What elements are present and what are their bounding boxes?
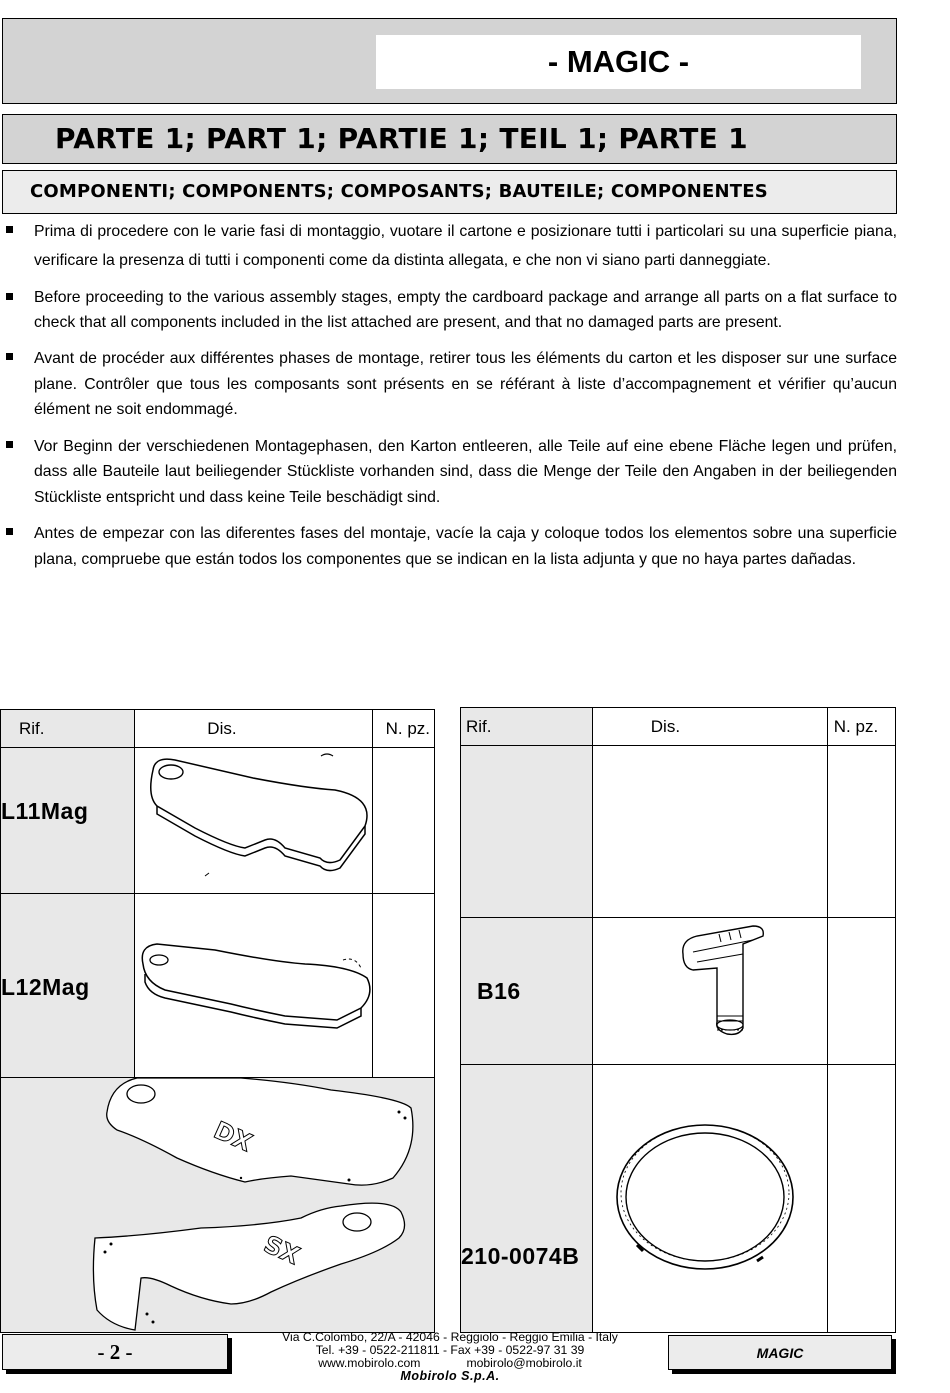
company-address <box>240 1331 660 1383</box>
part-ref-cell <box>1 894 135 1078</box>
table-row <box>1 748 435 894</box>
part-qty-cell <box>827 746 895 918</box>
part-drawing-cell <box>592 746 827 918</box>
instructions <box>5 217 897 583</box>
paragraph-italian: Prima di procedere con le varie fasi di montaggio, vuotare il cartone e posizionare tutti i particolari su una superficie piana, verificare la presenza di tutti i componenti come da distinta allegata, e che non vi siano parti danneggiate. <box>5 217 897 275</box>
components-title-bar <box>2 170 897 214</box>
header-npz: N. pz. <box>372 710 434 748</box>
company-name: Mobirolo S.p.A. <box>400 1369 500 1383</box>
header-rif: Rif. <box>461 708 593 746</box>
email-link[interactable]: mobirolo@mobirolo.it <box>466 1356 582 1370</box>
page-number-box <box>2 1334 228 1370</box>
part-ref-cell <box>461 746 593 918</box>
components-title: COMPONENTI; COMPONENTS; COMPOSANTS; BAUTEILE; COMPONENTES <box>30 181 768 202</box>
sx-mark: SX <box>259 1230 304 1271</box>
plate-l12-drawing <box>135 894 371 1072</box>
table-row <box>461 918 896 1065</box>
header-dis: Dis. <box>135 710 373 748</box>
dx-mark: DX <box>209 1116 257 1158</box>
part-ref-cell <box>461 918 593 1065</box>
table-row <box>461 746 896 918</box>
paragraph-french: Avant de procéder aux différentes phases de montage, retirer tous les éléments du carton et les disposer sur une surface plane. Contrôler que tous les composants sont présents en se référant à liste d’accompagnement et vérifier qu’aucun élément ne soit endommagé. <box>5 346 897 423</box>
paragraph-english: Before proceeding to the various assembly stages, empty the cardboard package and arrange all parts on a flat surface to check that all components included in the list attached are present, and that no damaged parts are present. <box>5 286 897 335</box>
model-name: MAGIC <box>756 1344 804 1361</box>
part-ref: L11Mag <box>1 798 89 824</box>
parts-table-right <box>460 707 896 1333</box>
part-ref-cell <box>461 1065 593 1333</box>
part-qty-cell <box>372 748 434 894</box>
parts-table-left <box>0 709 435 1333</box>
header-dis: Dis. <box>592 708 827 746</box>
table-row <box>1 1078 435 1333</box>
dx-sx-plates-drawing <box>1 1078 434 1332</box>
page-number: - 2 - <box>97 1339 133 1364</box>
website-link[interactable]: www.mobirolo.com <box>318 1356 421 1370</box>
model-box <box>668 1335 892 1370</box>
document-title: - MAGIC - <box>376 35 861 89</box>
table-row <box>461 1065 896 1333</box>
plate-l11-drawing <box>135 748 371 888</box>
header-npz: N. pz. <box>827 708 895 746</box>
address-line: Via C.Colombo, 22/A - 42046 - Reggiolo - Reggio Emilia - Italy <box>282 1330 618 1344</box>
part-title: PARTE 1; PART 1; PARTIE 1; TEIL 1; PARTE 1 <box>55 122 748 155</box>
part-drawing-cell <box>135 748 373 894</box>
part-qty-cell <box>827 1065 895 1333</box>
part-drawing-cell <box>592 918 827 1065</box>
pin-b16-drawing <box>593 918 827 1059</box>
part-ref: L12Mag <box>1 974 90 1000</box>
paragraph-german: Vor Beginn der verschiedenen Montagephasen, den Karton entleeren, alle Teile auf eine ebene Fläche legen und prüfen, dass alle Bauteile laut beiliegender Stückliste vorhanden sind, dass die Menge der Teile den Angaben in der beiliegenden Stückliste entspricht und dass keine Teile beschädigt sind. <box>5 434 897 511</box>
part-drawing-cell <box>135 894 373 1078</box>
table-row <box>1 894 435 1078</box>
part-ref: 210-0074B <box>461 1243 580 1269</box>
paragraph-spanish: Antes de empezar con las diferentes fases del montaje, vacíe la caja y coloque todos los elementos sobre una superficie plana, compruebe que están todos los componentes que se indican en la lista adjunta y que no haya partes dañadas. <box>5 521 897 572</box>
part-drawing-cell <box>1 1078 435 1333</box>
part-title-bar <box>2 114 897 164</box>
header-rif: Rif. <box>1 710 135 748</box>
part-drawing-cell <box>592 1065 827 1333</box>
part-qty-cell <box>827 918 895 1065</box>
part-ref-cell <box>1 748 135 894</box>
part-ref: B16 <box>477 977 521 1004</box>
phone-line: Tel. +39 - 0522-211811 - Fax +39 - 0522-97 31 39 <box>315 1343 585 1357</box>
split-ring-drawing <box>593 1065 827 1327</box>
part-qty-cell <box>372 894 434 1078</box>
